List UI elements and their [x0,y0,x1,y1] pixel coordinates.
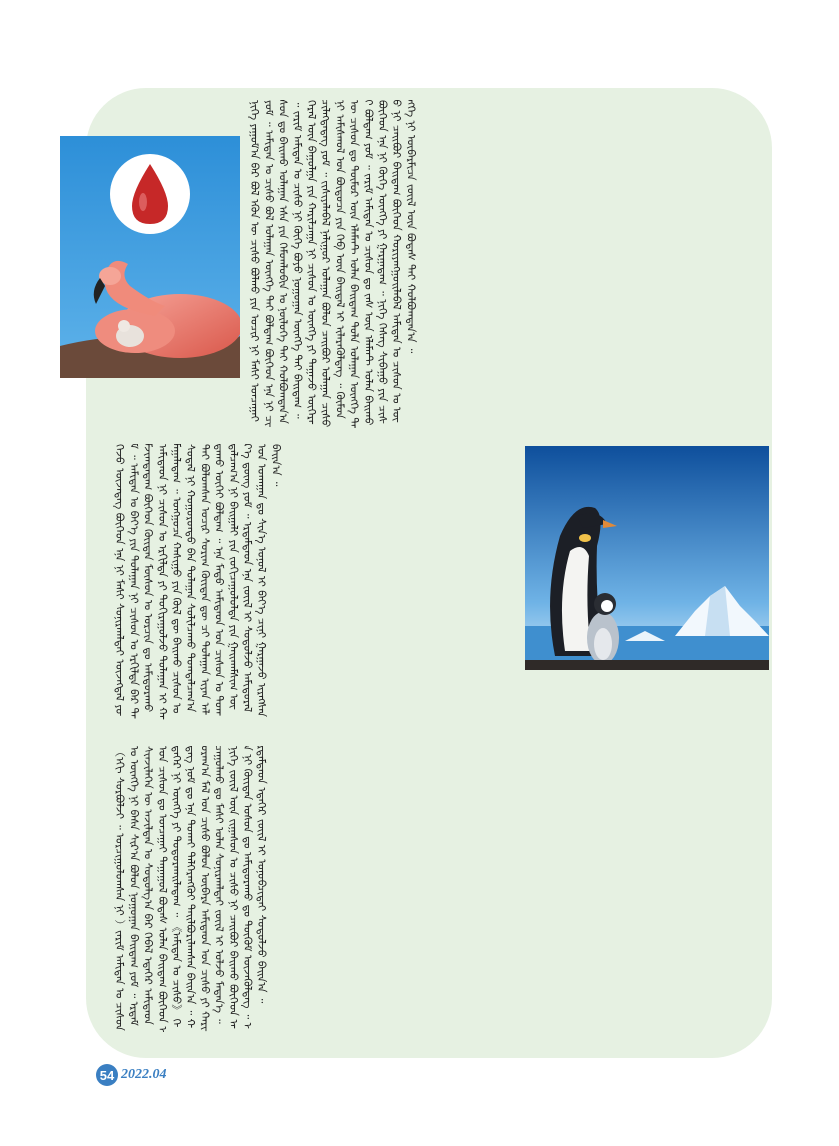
flamingo-photo [60,136,240,378]
issue-date: 2022.04 [121,1067,167,1082]
article-text-middle: ᠭᠡᠵᠦ ᠦᠵᠡᠳᠡᠭ ᠪᠥᠭᠡᠳ ᠡᠨᠡ ᠨᠢ ᠮᠠᠰᠢ ᠰᠣᠨᠢᠷᠬᠠᠯᠲᠠᠢ ᠦᠵᠡᠭᠳᠡᠯ ᠶᠤᠮ ᠃ ᠠᠮᠢᠲᠠᠨ ᠤ ᠪᠡᠶ᠎ᠡ ᠶᠢᠨ ᠳᠤᠯᠠᠭᠠᠨ ᠨᠢ ᠴᠢᠰᠤᠨ ᠤ ᠡᠷᠭᠢᠯᠲᠡ ᠪᠡᠷ ᠳᠠᠮᠵᠢᠭᠳᠠᠳᠠᠭ ᠪᠥᠭᠡᠳ ᠬᠦᠢᠲᠡᠨ ᠮᠥᠰᠦᠨ ᠤ ᠣᠷᠴᠢᠨ ᠳᠤ ᠠᠮᠢᠳᠤᠷᠠᠬᠤ ᠠᠮᠢᠲᠠᠳ ᠨᠢ ᠴᠢᠰᠤᠨ ᠤ ᠡᠷᠭᠢᠯᠲᠡ ᠶᠢ ᠲᠣᠬᠢᠷᠠᠭᠤᠯᠵᠤ ᠳᠤᠯᠠᠭᠠᠨ ᠢ ᠬᠠᠮᠠᠭᠠᠯᠠᠳᠠᠭ ᠃ ᠣᠩᠭᠤᠴᠠ ᠬᠠᠰᠢᠭᠤ ᠶᠢᠨ ᠬᠥᠯ ᠳᠦ ᠪᠠᠢᠬᠤ ᠴᠢᠰᠤᠨ ᠤ ᠰᠤᠳᠠᠯ ᠨᠢ ᠬᠣᠭᠣᠷᠣᠨᠳᠣ ᠪᠡᠨ ᠳᠤᠯᠠᠭᠠᠨ ᠰᠣᠯᠢᠯᠴᠠᠬᠤ ᠲᠣᠭᠲᠠᠯᠴᠠᠭ᠎ᠠ ᠲᠠᠢ ᠪᠣᠯᠤᠭᠰᠠᠨ ᠤᠴᠢᠷ ᠰᠤᠷᠢᠭ ᠬᠦᠢᠲᠡᠨ ᠳᠦ ᠴᠢ ᠳᠤᠯᠠᠭᠠᠨ ᠢᠶᠠᠨ ᠠᠯᠳᠠᠬᠤ ᠦᠭᠡᠢ ᠪᠣᠯᠳᠠᠭ ᠃ ᠡᠨᠡ ᠮᠡᠲᠦ ᠠᠮᠢᠲᠠᠳ ᠤᠨ ᠴᠢᠰᠤᠨ ᠤ ᠲᠣᠭᠲᠠᠯᠴᠠᠭ᠎ᠠ ᠨᠢ ᠪᠠᠢᠭᠠᠯᠢ ᠶᠢᠨ ᠵᠣᠬᠢᠴᠠᠭᠤᠯᠤᠯᠲᠠ ᠶᠢᠨ ᠭᠠᠢᠬᠠᠮᠰᠢᠭ ᠦᠷ᠎ᠡ ᠳ᠋ᠦᠩ ᠶᠤᠮ ᠃ ᠡᠷᠳᠡᠮᠲᠡᠳ ᠡᠨᠡ ᠵᠦᠢᠯ ᠢ ᠰᠤᠳᠤᠯᠵᠤ ᠠᠮᠢᠳᠤᠷᠠᠯ ᠤᠨ ᠤᠬᠠᠭᠠᠨ ᠳᠤ ᠰᠢᠨ᠎ᠡ ᠣᠨᠣᠯ ᠢ ᠪᠡᠶ᠎ᠡ ᠴᠢᠨᠢ ᠭᠠᠷᠭᠠᠵᠤ ᠢᠷᠡᠭᠰᠡᠨ ᠪᠠᠢᠨ᠎ᠠ ᠃ [113,444,283,720]
penguin-photo [525,446,769,670]
page-footer [96,1064,167,1086]
article-text-bottom: （ᠡᠬᠢ ᠰᠤᠷᠪᠤᠯᠵᠢ ᠃ ᠣᠷᠴᠢᠭᠤᠯᠤᠭᠰᠠᠨ ᠨᠢ ）ᠵᠠᠷᠢᠮ ᠠᠮᠢᠲᠠᠨ ᠤ ᠴᠢᠰᠤᠨ ᠤ ᠥᠩᠭᠡ ᠨᠢ ᠪᠠᠰᠠ ᠰᠢᠷ᠎ᠠ ᠪᠣᠯᠤᠨ ᠨᠣᠭᠤᠭᠠᠨ ᠪᠠᠢᠳᠠᠭ ᠶᠤᠮ ᠃ ᠡᠷᠳᠡᠮ ᠰᠢᠨᠵᠢᠯᠡᠭᠡᠨ ᠦ ᠠᠵᠢᠯᠲᠠᠨ ᠤ ᠰᠤᠳᠤᠯᠭ᠎ᠠ ᠪᠡᠷ ᠬᠡᠪᠡᠯ ᠡᠳᠡᠭᠡᠷ ᠠᠮᠢᠲᠠᠳ ᠤᠨ ᠴᠢᠰᠤᠨ ᠳᠤ ᠣᠨᠴᠠᠭᠠᠢ ᠳᠠᠭᠠᠭᠤᠯ ᠪᠣᠳᠠᠰ ᠣᠯᠠᠨ ᠪᠠᠢᠳᠠᠭ ᠪᠥᠭᠡᠳ ᠡᠳᠡᠭᠡᠷ ᠨᠢ ᠥᠩᠭᠡ ᠶᠢ ᠲᠣᠳᠤᠷᠬᠠᠢᠯᠠᠳᠠᠭ ᠃ 《ᠠᠮᠢᠲᠠᠨ ᠤ ᠴᠢᠰᠤ》 ᠭᠡᠳᠡᠭ ᠨᠣᠮ ᠳᠤ ᠡᠨᠡ ᠲᠤᠬᠠᠢ ᠳᠡᠯᠭᠡᠷᠡᠩᠭᠦᠢ ᠲᠠᠢᠯᠪᠤᠷᠢᠯᠠᠭᠰᠠᠨ ᠪᠠᠢᠨ᠎ᠠ ᠃ ᠬᠤᠷᠠᠭ᠎ᠠ ᠮᠠᠯ ᠤᠨ ᠴᠢᠰᠤ ᠪᠣᠯᠤᠨ ᠥᠪᠡᠷᠡ ᠠᠮᠢᠲᠠᠳ ᠤᠨ ᠴᠢᠰᠤ ᠶᠢ ᠬᠠᠷᠢᠴᠠᠭᠤᠯᠬᠤ ᠳᠤ ᠮᠠᠰᠢ ᠣᠯᠠᠨ ᠰᠣᠨᠢᠷᠬᠠᠯᠲᠠᠢ ᠵᠦᠢᠯ ᠢ ᠣᠯᠵᠤ ᠮᠡᠳᠡᠨ᠎ᠡ ᠃ ᠨᠢᠭᠡ ᠵᠦᠢᠯ ᠦᠨ ᠵᠢᠭᠠᠰᠤᠨ ᠤ ᠴᠢᠰᠤ ᠨᠢ ᠴᠠᠢᠪᠤᠷ ᠪᠠᠢᠬᠤ ᠪᠥᠭᠡᠳ ᠡᠨᠡ ᠨᠢ ᠬᠦᠢᠲᠡᠨ ᠤᠰᠤᠨ ᠳᠤ ᠠᠮᠢᠳᠤᠷᠠᠬᠤ ᠳᠤ ᠳᠦᠬᠦᠮ ᠦᠵᠡᠭᠦᠯᠳᠡᠭ ᠃ ᠡᠷᠳᠡᠮᠲᠡᠳ ᠡᠳᠡᠭᠡᠷ ᠵᠦᠢᠯ ᠢ ᠣᠨᠣᠪᠴᠢᠲᠠᠢ ᠰᠤᠳᠤᠯᠵᠤ ᠪᠠᠢᠨ᠎ᠠ ᠃ [113,746,269,1032]
page-number: 54 [96,1064,118,1086]
article-text-top: ᠨᠢᠭᠡ ᠶᠠᠭᠤᠮ᠎ᠠ ᠪᠡᠷ ᠪᠣᠯ ᠡᠭᠦᠨ ᠦ ᠴᠢᠰᠤ ᠪᠣᠯᠬᠤ ᠶᠢᠨ ᠤᠴᠢᠷ ᠨᠢ ᠮᠠᠰᠢ ᠣᠨᠴᠠᠭᠠᠢ ᠶᠤᠮ ᠃ ᠠᠮᠢᠲᠠᠨ ᠤ ᠴᠢᠰᠤ ᠪᠣᠯ ᠤᠯᠠᠭᠠᠨ ᠥᠩᠭᠡ ᠲᠡᠢ ᠪᠣᠯᠳᠠᠭ ᠪᠥᠭᠡᠳ ᠡᠨᠡ ᠨᠢ ᠴᠢᠰᠤᠨ ᠳᠤ ᠪᠠᠢᠬᠤ ᠤᠯᠠᠭᠠᠨ ᠡᠰᠡ ᠶᠢᠨ ᠭᠡᠮᠣᠭᠯᠣᠪᠢᠨ ᠤ ᠨᠥᠯᠦᠭᠡ ᠲᠡᠢ ᠬᠣᠯᠪᠣᠭᠳᠠᠨ᠎ᠠ ᠃ ᠵᠠᠷᠢᠮ ᠠᠮᠢᠲᠠᠨ ᠤ ᠴᠢᠰᠤ ᠨᠢ ᠬᠥᠬᠡ ᠪᠣᠶᠤ ᠨᠣᠭᠤᠭᠠᠨ ᠥᠩᠭᠡ ᠲᠡᠢ ᠪᠠᠢᠳᠠᠭ ᠃ ᠭᠡᠷᠡᠯ ᠦᠨ ᠪᠠᠭᠤᠯᠭᠠ ᠶᠢᠨ ᠬᠠᠷᠢᠯᠴᠠᠭᠠ ᠨᠢ ᠴᠢᠰᠤᠨ ᠤ ᠥᠩᠭᠡ ᠶᠢ ᠳᠠᠭᠠᠵᠤ ᠥᠭᠡᠷᠡᠴᠢᠯᠡᠭᠳᠡᠳᠡᠭ ᠶᠤᠮ ᠃ ᠵᠢᠱᠢᠶᠡᠯᠡᠪᠡᠯ ᠨᠠᠯᠢᠭᠤᠷ ᠤᠯᠠᠭᠠᠨ ᠪᠣᠯᠤᠨ ᠴᠠᠢᠪᠤᠷ ᠤᠯᠠᠭᠠᠨ ᠴᠢᠰᠤ ᠨᠢ ᠠᠮᠢᠰᠬᠤᠯ ᠤᠨ ᠪᠦᠲᠦᠴᠡ ᠶᠢᠨ ᠬᠡᠪ ᠦᠨ ᠪᠠᠢᠳᠠᠯ ᠢ ᠢᠯᠡᠷᠡᠭᠦᠯᠳᠡᠭ ᠃ ᠬᠦᠮᠦᠨ ᠦ ᠴᠢᠰᠤᠨ ᠳᠤ ᠲᠥᠮᠦᠷ ᠦᠨ ᠡᠯᠡᠮᠡᠨᠲ ᠣᠯᠠᠨ ᠪᠠᠢᠳᠠᠭ ᠲᠤᠯᠠ ᠤᠯᠠᠭᠠᠨ ᠥᠩᠭᠡ ᠲᠡᠢ ᠪᠣᠯᠳᠠᠭ ᠶᠤᠮ ᠃ ᠵᠠᠷᠢᠮ ᠠᠮᠢᠲᠠᠨ ᠤ ᠴᠢᠰᠤᠨ ᠳᠤ ᠵᠡᠰ ᠦᠨ ᠡᠯᠡᠮᠡᠨᠲ ᠣᠯᠠᠨ ᠪᠠᠢᠬᠤ ᠪᠥᠭᠡᠳ ᠡᠨᠡ ᠨᠢ ᠬᠥᠬᠡ ᠥᠩᠭᠡ ᠶᠢ ᠭᠠᠷᠭᠠᠳᠠᠭ ᠃ ᠨᠢᠭᠡ ᠬᠡᠰᠡᠭ ᠰᠢᠪᠠᠭᠤ ᠶᠢᠨ ᠴᠢᠰᠤ ᠨᠢ ᠴᠠᠢᠪᠤᠷ ᠪᠠᠢᠳᠠᠭ ᠪᠥᠭᠡᠳ ᠬᠤᠷᠢᠶᠠᠩᠭᠤᠢᠯᠠᠪᠠᠯ ᠠᠮᠢᠲᠠᠨ ᠤ ᠴᠢᠰᠤᠨ ᠤ ᠥᠩᠭᠡ ᠨᠢ ᠥᠪᠡᠷᠮᠢᠴᠡ ᠵᠦᠢᠯ ᠦᠨ ᠪᠣᠳᠠᠰ ᠲᠠᠢ ᠬᠣᠯᠪᠣᠭᠳᠠᠨ᠎ᠠ ᠃ [248,100,418,428]
